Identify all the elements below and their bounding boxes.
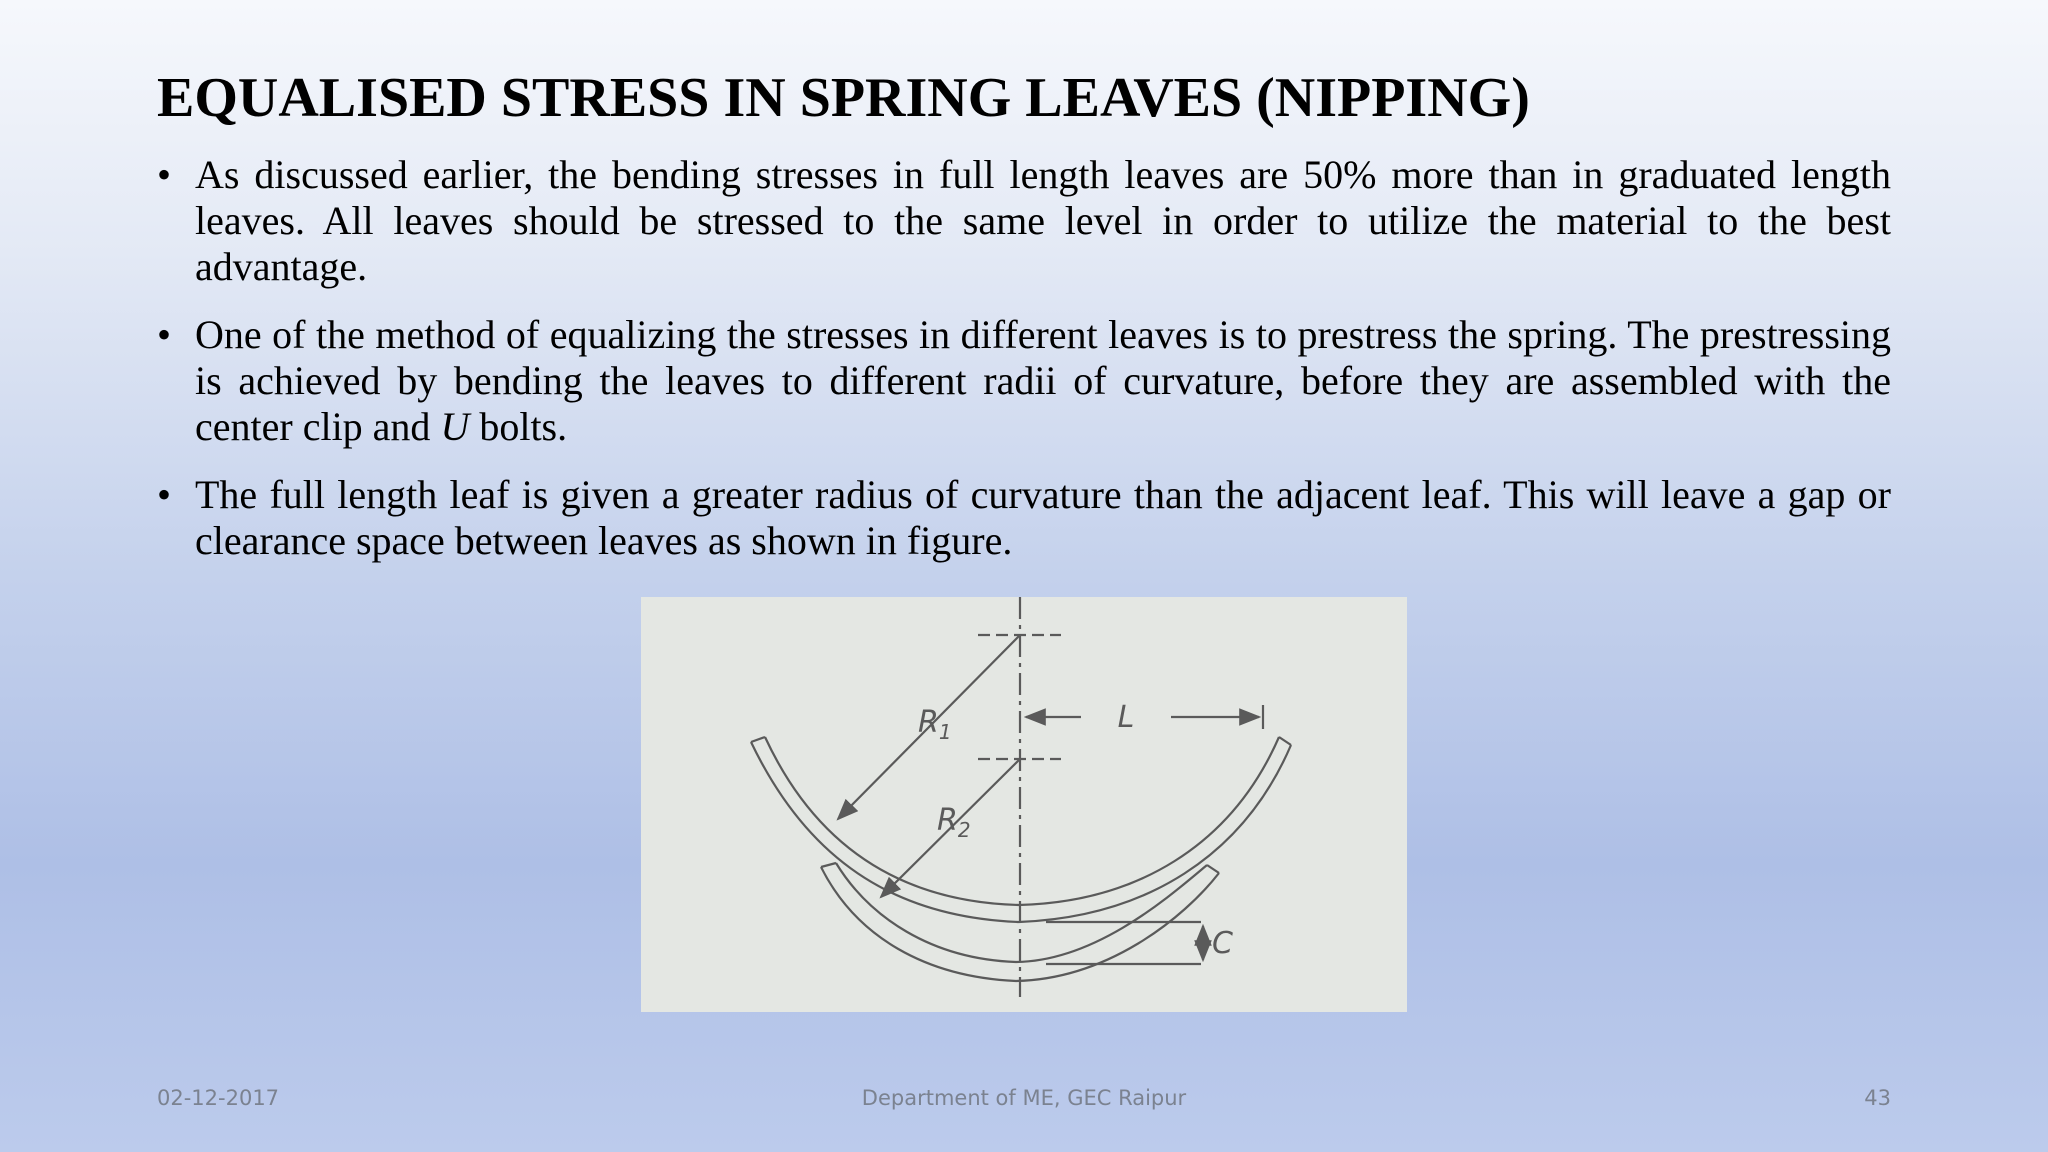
second-leaf-end-right [1207,865,1219,873]
length-label: L [1117,700,1135,735]
slide-title: EQUALISED STRESS IN SPRING LEAVES (NIPPING) [157,67,1530,129]
bullet-text [195,312,1891,449]
footer-department: Department of ME, GEC Raipur [861,1086,1187,1110]
full-length-leaf-end-right [1279,737,1291,745]
spring-leaves-diagram [641,597,1407,1012]
full-length-leaf-end-left [751,737,765,742]
bullet-item-2 [157,312,1891,450]
bullet-symbol: • [157,472,172,517]
second-leaf-outer [836,863,1207,962]
second-leaf-end-left [821,863,836,867]
spring-leaves-figure [641,597,1407,1012]
bullet-item-3 [157,472,1891,564]
bullet-symbol: • [157,312,172,357]
bullet-text-part: bolts. [469,404,568,449]
footer-page-number: 43 [1864,1086,1891,1110]
full-length-leaf-outer [765,737,1279,905]
bullet-item-1 [157,152,1891,290]
r1-label: $R_1$ [918,705,952,744]
bullet-text: The full length leaf is given a greater radius of curvature than the adjacent leaf. This will leave a gap or clearance space between leaves as shown in figure. [195,472,1891,563]
bullet-text-italic: U [440,404,470,449]
bullet-text: As discussed earlier, the bending stresses in full length leaves are 50% more than in graduated length leaves. All leaves should be stressed to the same level in order to utilize the material to the best advantage. [195,152,1891,289]
r2-label: $R_2$ [937,803,971,842]
bullet-text-part: One of the method of equalizing the stresses in different leaves is to prestress the spring. The prestressing is achieved by bending the leaves to different radii of curvature, before they are assembled with the center clip and [195,312,1891,449]
footer-date: 02-12-2017 [157,1086,280,1110]
clearance-label: C [1212,926,1233,961]
bullet-symbol: • [157,152,172,197]
bullet-list [157,152,1891,586]
